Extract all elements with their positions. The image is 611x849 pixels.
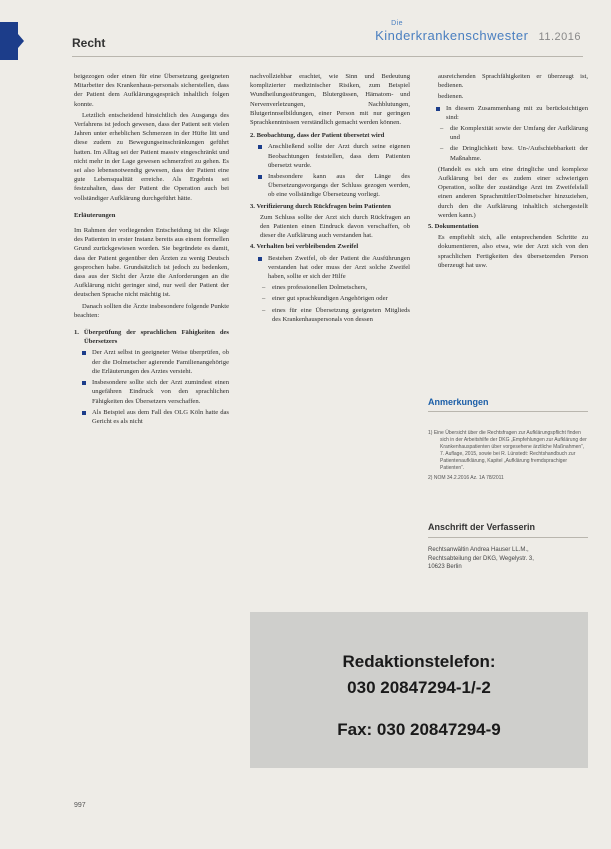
- phone-number: 030 20847294-1/-2: [347, 678, 491, 697]
- bullet-item: Insbesondere kann aus der Länge des Übersetzungsvorgangs der Schluss gezogen werden, ob eine vollständige Übersetzung vorliegt.: [250, 172, 410, 200]
- page-number: 997: [74, 802, 86, 809]
- bullet-item: Als Beispiel aus dem Fall des OLG Köln hatte das Gericht es als nicht: [74, 408, 229, 426]
- bullet-item: In diesem Zusammenhang mit zu berücksichtigen sind:: [428, 104, 588, 122]
- numbered-heading: 4. Verhalten bei verbleibenden Zweifel: [250, 243, 359, 251]
- bullet-item: Insbesondere sollte sich der Arzt zumindest einen ungefähren Eindruck von den sprachlichen Fähigkeiten des Übersetzers verschaffen.: [74, 378, 229, 406]
- magazine-masthead: [375, 20, 581, 43]
- dash-item: – die Dringlichkeit bzw. Un-/Aufschiebbarkeit der Maßnahme.: [428, 144, 588, 162]
- dash-item: – die Komplexität sowie der Umfang der Aufklärung und: [428, 124, 588, 142]
- numbered-heading: 1. Überprüfung der sprachlichen Fähigkeiten des Übersetzers: [74, 329, 229, 346]
- paragraph: Es empfiehlt sich, alle entsprechenden Schritte zu dokumentieren, also etwa, wie der Arzt sich von den sprachlichen Fertigkeiten des übersetzenden Person überzeugt hat usw.: [438, 234, 588, 269]
- fax-number: Fax: 030 20847294-9: [337, 720, 501, 739]
- header-divider: [72, 56, 583, 57]
- editorial-contact-box: [250, 612, 588, 768]
- address-line: Rechtsanwältin Andrea Hauser LL.M.,: [428, 547, 529, 553]
- bullet-item: Der Arzt selbst in geeigneter Weise überprüfen, ob der die Dolmetscher agierende Familienangehörige die Erläuterungen des Arztes versteht.: [74, 348, 229, 376]
- contact-heading: Redaktionstelefon:: [342, 652, 496, 671]
- magazine-title: Kinderkrankenschwester: [375, 28, 529, 43]
- numbered-heading: 5. Dokumentation: [428, 223, 479, 231]
- paragraph: ausreichenden Sprachfähigkeiten er überzeugt ist, bedienen.: [438, 73, 588, 90]
- paragraph: nachvollziehbar erachtet, wie Sinn und Bedeutung komplizierter medizinischer Risiken, zum Beispiel Wundheilungsstörungen, Blutergüssen, Hämatom- und Nervenverletzungen, Nachblutungen, Blutgerinnselbildungen, einer Person mit nur geringen Sprachkenntnissen verständlich gemacht werden können.: [250, 73, 410, 127]
- dash-item: – eines für eine Übersetzung geeigneten Mitglieds des Krankenhauspersonals von dessen: [250, 306, 410, 324]
- notes-divider: [428, 411, 588, 412]
- author-address: [428, 546, 588, 572]
- footnote: 2) NOM 34.2.2016 Az. 1A 78/2011: [428, 475, 504, 481]
- section-marker: [0, 22, 18, 60]
- paragraph: (Handelt es sich um eine dringliche und komplexe Aufklärung bei der es zudem einer schwierigen Operation, sollte der zuständige Arzt im Zweifelsfall einen anderen Sprachmittler/Dolmetscher hinzuziehen, durch den die Aufklärung inhaltlich sichergestellt werden kann.): [438, 165, 588, 219]
- address-line: 10623 Berlin: [428, 564, 462, 571]
- paragraph: Im Rahmen der vorliegenden Entscheidung ist die Klage des Patienten in erster Instanz bereits aus einem formellen Grund zurückgewiesen worden. Sie begründete es damit, dass der Patient gegenüber den Ärzten zu wenig Deutsch gesprochen habe. Grundsätzlich ist jedoch zu bedenken, dass aus der Sicht der Ärzte die Anforderungen an die Aufklärung nicht geringer sind, nur weil der Patient der deutschen Sprache nicht mächtig ist.: [74, 227, 229, 299]
- footnote: 1) Eine Übersicht über die Rechtsfragen zur Aufklärungspflicht finden sich in der Arbeitshilfe der DKG „Empfehlungen zur Aufklärung der Krankenhauspatienten über vorgesehene ärztliche Maßnahmen“, 7. Auflage, 2015, sowie bei R. Lünstedt: Rechtshandbuch zur Patientenaufklärung, Kapitel „Aufklärung fremdsprachiger Patienten“.: [428, 430, 587, 471]
- author-heading: Anschrift der Verfasserin: [428, 522, 536, 532]
- numbered-heading: 3. Verifizierung durch Rückfragen beim Patienten: [250, 202, 391, 210]
- section-title: Recht: [72, 36, 106, 50]
- footnotes: [428, 430, 588, 485]
- masthead-prefix: Die: [391, 20, 404, 27]
- dash-item: – einer gut sprachkundigen Angehörigen oder: [250, 294, 410, 303]
- numbered-heading: 2. Beobachtung, dass der Patient übersetzt wird: [250, 132, 385, 140]
- paragraph: Danach sollten die Ärzte insbesondere folgende Punkte beachten:: [74, 302, 229, 319]
- notes-heading: Anmerkungen: [428, 397, 489, 407]
- column-3: [428, 72, 588, 272]
- dash-item: – eines professionellen Dolmetschers,: [250, 283, 410, 292]
- address-line: Rechtsabteilung der DKG, Wegelystr. 3,: [428, 555, 534, 562]
- column-2: [250, 72, 410, 326]
- paragraph: Letztlich entscheidend hinsichtlich des Ausgangs des Verfahrens ist jedoch gewesen, dass der Patient seit vielen Jahren unter erheblichen Schmerzen in der Hüfte litt und diese zudem zu Bewegungseinschränkungen geführt hatten. Im Alltag sei der Patient massiv eingeschränkt und nicht mehr in der Lage gewesen schmerzfrei zu gehen. Es sei also lebensnotwendig gewesen, dass der Patient eine gute Lebensqualität erreiche. Als Ergebnis sei festzuhalten, dass der Patient die Operation auch bei vollständiger Aufklärung durchgeführt hätte.: [74, 111, 229, 202]
- subheading: Erläuterungen: [74, 211, 116, 219]
- column-1: [74, 72, 229, 428]
- paragraph: beigezogen oder einen für eine Übersetzung geeigneten Mitarbeiter des Krankenhaus-personals sicherstellen, dass der Patient dem Aufklärungsgespräch inhaltlich folgen konnte.: [74, 73, 229, 108]
- bullet-item: Anschließend sollte der Arzt durch seine eigenen Beobachtungen feststellen, dass dem Patienten übersetzt wurde.: [250, 142, 410, 170]
- issue-date: 11.2016: [538, 31, 581, 43]
- bullet-item: Bestehen Zweifel, ob der Patient die Ausführungen verstanden hat oder muss der Arzt solche Zweifel haben, sollte er sich der Hilfe: [250, 254, 410, 282]
- paragraph: bedienen.: [438, 93, 464, 101]
- author-divider: [428, 537, 588, 538]
- paragraph: Zum Schluss sollte der Arzt sich durch Rückfragen an den Patienten einen Eindruck davon verschaffen, ob dieser die Aufklärung auch verstanden hat.: [260, 213, 410, 240]
